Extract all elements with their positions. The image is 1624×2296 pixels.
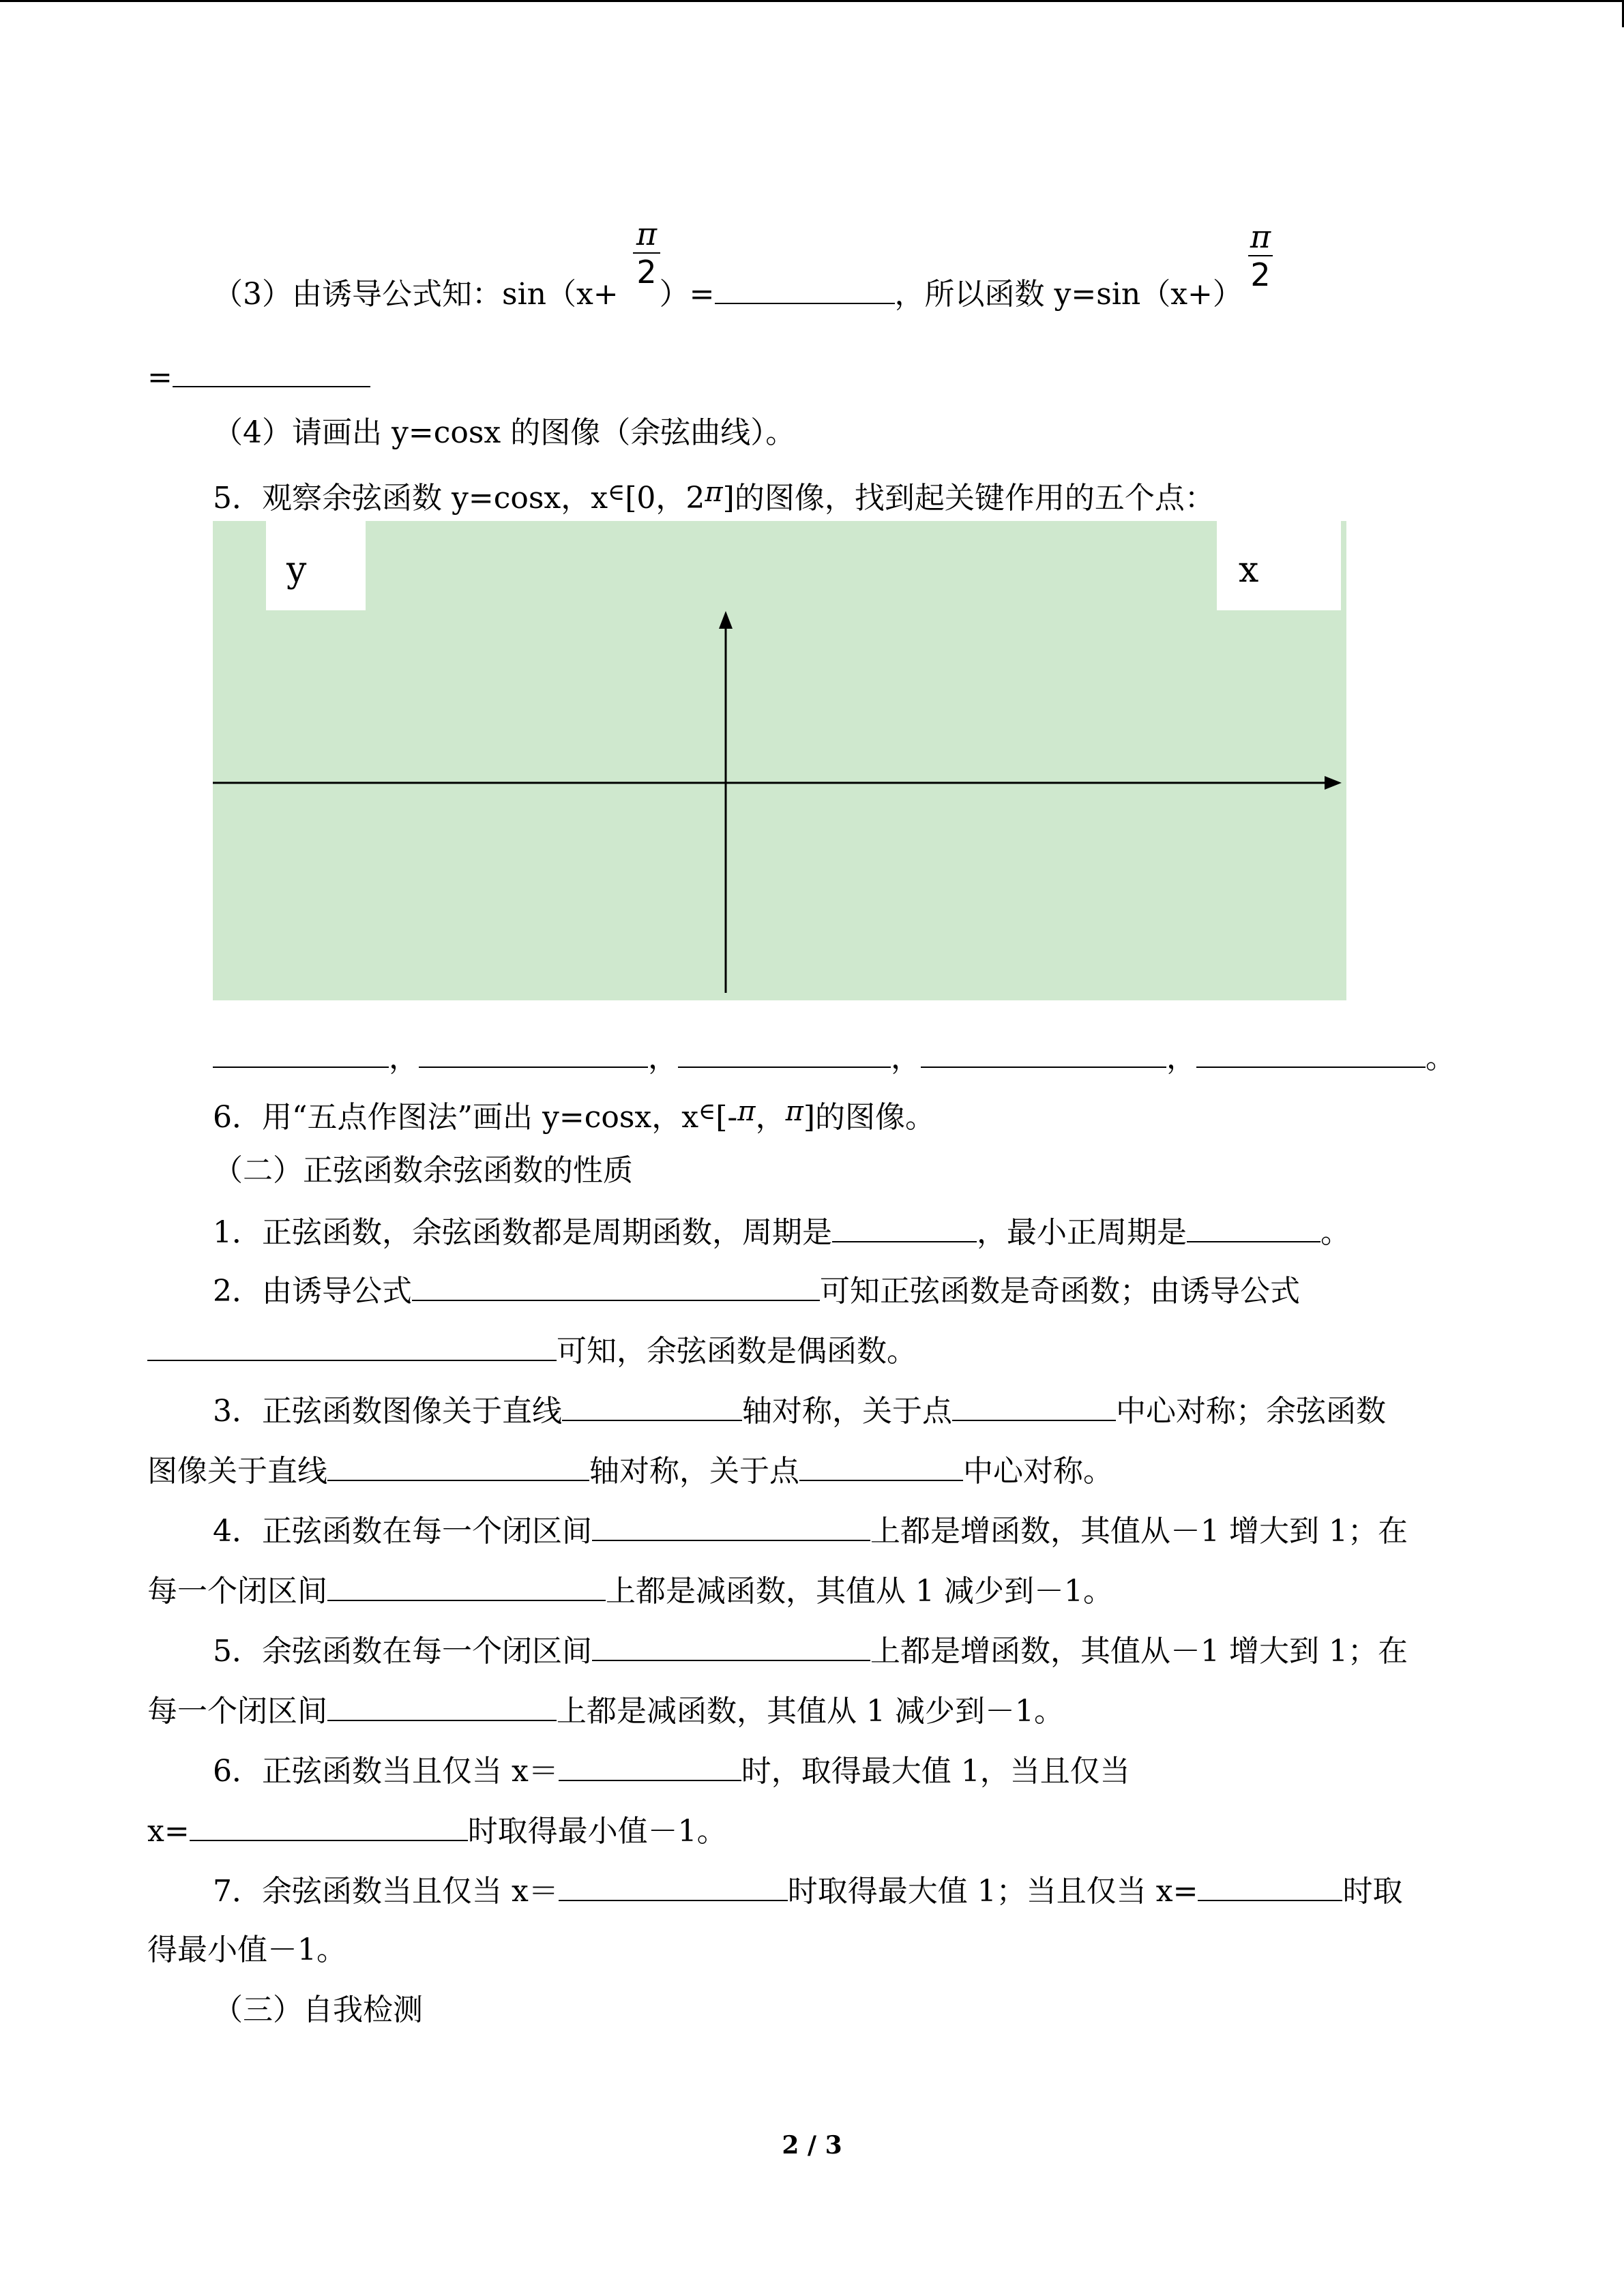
section-title: （三）自我检测 xyxy=(213,1993,423,2027)
p6-continuation xyxy=(147,1810,727,1851)
separator: ， xyxy=(648,1041,678,1075)
answer-blank[interactable] xyxy=(147,1330,557,1361)
p3-text-b: 轴对称，关于点 xyxy=(742,1394,952,1429)
x-axis-label: x xyxy=(1239,550,1259,591)
five-points-line xyxy=(213,1037,1456,1077)
section3-title xyxy=(213,1990,423,2031)
p6-text-d: 时取得最小值－1。 xyxy=(467,1814,727,1849)
answer-blank[interactable] xyxy=(213,1037,389,1068)
q3-comma: ，所以函数 y=sin（x+） xyxy=(894,277,1243,312)
answer-blank[interactable] xyxy=(799,1450,963,1481)
y-axis-label: y xyxy=(286,550,307,591)
p2-text-c: 可知，余弦函数是偶函数。 xyxy=(557,1334,917,1369)
q4-text: （4）请画出 y=cosx 的图像（余弦曲线）。 xyxy=(213,415,796,450)
coordinate-axes xyxy=(213,521,1346,1000)
p5-text-a: 5．余弦函数在每一个闭区间 xyxy=(213,1634,592,1669)
fraction-numerator: π xyxy=(1250,218,1271,255)
element-of-symbol: ∈ xyxy=(698,1098,716,1125)
answer-blank[interactable] xyxy=(562,1390,742,1421)
separator: ， xyxy=(1166,1041,1196,1075)
p5-text-b: 上都是增函数，其值从－1 增大到 1；在 xyxy=(870,1634,1408,1669)
answer-blank[interactable] xyxy=(190,1810,468,1841)
answer-blank[interactable] xyxy=(173,356,370,387)
p7-text-c: 时取 xyxy=(1342,1874,1403,1909)
pi-symbol: π xyxy=(737,1096,756,1127)
p3-line xyxy=(213,1390,1386,1431)
answer-blank[interactable] xyxy=(327,1450,589,1481)
q5-range-b: ]的图像，找到起关键作用的五个点： xyxy=(722,481,1215,516)
y-axis-arrow xyxy=(719,611,733,629)
q4-line xyxy=(213,413,795,453)
p7-text-b: 时取得最大值 1；当且仅当 x= xyxy=(787,1874,1198,1909)
fraction-pi-over-2-b xyxy=(1248,220,1273,292)
element-of-symbol: ∈ xyxy=(608,479,625,506)
p3-text-f: 中心对称。 xyxy=(963,1454,1113,1489)
x-axis-arrow xyxy=(1325,776,1342,790)
answer-blank[interactable] xyxy=(1187,1211,1320,1242)
p4-text-d: 上都是减函数，其值从 1 减少到－1。 xyxy=(606,1574,1113,1609)
answer-blank[interactable] xyxy=(592,1510,870,1541)
p6-line xyxy=(213,1750,1130,1791)
q6-b: ， xyxy=(755,1100,786,1135)
p2-text-a: 2．由诱导公式 xyxy=(213,1274,412,1309)
q3-prefix: （3）由诱导公式知：sin（x+ xyxy=(213,277,619,312)
pi-symbol: π xyxy=(705,477,723,508)
p5-continuation xyxy=(147,1690,1064,1731)
p4-text-a: 4．正弦函数在每一个闭区间 xyxy=(213,1514,592,1549)
p1-text-c: 。 xyxy=(1320,1215,1350,1250)
fraction-numerator: π xyxy=(636,215,658,252)
p6-text-c: x= xyxy=(147,1814,190,1849)
answer-blank[interactable] xyxy=(1196,1037,1426,1068)
answer-blank[interactable] xyxy=(412,1270,820,1301)
answer-blank[interactable] xyxy=(832,1211,977,1242)
p3-text-d: 图像关于直线 xyxy=(147,1454,327,1489)
section-title: （二）正弦函数余弦函数的性质 xyxy=(213,1153,633,1188)
p4-continuation xyxy=(147,1570,1113,1611)
q5-line xyxy=(213,472,1215,516)
page-number: 2 / 3 xyxy=(782,2131,842,2160)
p2-text-b: 可知正弦函数是奇函数；由诱导公式 xyxy=(820,1274,1300,1309)
answer-blank[interactable] xyxy=(559,1870,788,1901)
p1-line xyxy=(213,1211,1350,1252)
fraction-denominator: 2 xyxy=(1250,256,1271,293)
p3-text-e: 轴对称，关于点 xyxy=(589,1454,799,1489)
p4-text-c: 每一个闭区间 xyxy=(147,1574,327,1609)
fraction-denominator: 2 xyxy=(636,254,657,290)
q3-cont: = xyxy=(147,360,173,395)
q6-c: ]的图像。 xyxy=(803,1100,936,1135)
answer-blank[interactable] xyxy=(559,1750,741,1781)
p7-line xyxy=(213,1870,1402,1911)
answer-blank[interactable] xyxy=(592,1630,870,1661)
separator: ， xyxy=(389,1041,419,1075)
p5-line xyxy=(213,1630,1408,1671)
p5-text-d: 上都是减函数，其值从 1 减少到－1。 xyxy=(557,1694,1064,1729)
q5-pre: 5．观察余弦函数 y=cosx，x xyxy=(213,481,608,516)
p3-text-c: 中心对称；余弦函数 xyxy=(1116,1394,1386,1429)
answer-blank[interactable] xyxy=(715,273,895,304)
p1-text-a: 1．正弦函数，余弦函数都是周期函数，周期是 xyxy=(213,1215,832,1250)
answer-blank[interactable] xyxy=(1198,1870,1342,1901)
q3-continuation xyxy=(147,356,370,397)
q5-range-a: [0，2 xyxy=(625,481,705,516)
page-top-border xyxy=(0,0,1624,2)
p4-text-b: 上都是增函数，其值从－1 增大到 1；在 xyxy=(870,1514,1408,1549)
answer-blank[interactable] xyxy=(921,1037,1166,1068)
q6-pre: 6．用“五点作图法”画出 y=cosx，x xyxy=(213,1100,699,1135)
p7-text-a: 7．余弦函数当且仅当 x＝ xyxy=(213,1874,559,1909)
p2-line xyxy=(213,1270,1300,1311)
p7-text-d: 得最小值－1。 xyxy=(147,1933,346,1967)
answer-blank[interactable] xyxy=(678,1037,891,1068)
p2-continuation xyxy=(147,1330,917,1371)
q6-line xyxy=(213,1091,936,1135)
separator: ， xyxy=(891,1041,921,1075)
p1-text-b: ，最小正周期是 xyxy=(977,1215,1187,1250)
q3-line xyxy=(213,273,1243,314)
p4-line xyxy=(213,1510,1408,1551)
end-mark: 。 xyxy=(1426,1041,1456,1075)
section2-title xyxy=(213,1150,633,1191)
p3-text-a: 3．正弦函数图像关于直线 xyxy=(213,1394,562,1429)
p5-text-c: 每一个闭区间 xyxy=(147,1694,327,1729)
cosine-graph-area xyxy=(213,521,1346,1000)
answer-blank[interactable] xyxy=(419,1037,648,1068)
p6-text-a: 6．正弦函数当且仅当 x＝ xyxy=(213,1754,559,1789)
answer-blank[interactable] xyxy=(952,1390,1116,1421)
answer-blank[interactable] xyxy=(327,1570,606,1601)
p3-continuation xyxy=(147,1450,1113,1491)
p7-continuation xyxy=(147,1930,346,1971)
answer-blank[interactable] xyxy=(327,1690,557,1721)
p6-text-b: 时，取得最大值 1，当且仅当 xyxy=(741,1754,1130,1789)
q3-mid: ）= xyxy=(659,277,715,312)
q6-a: [- xyxy=(715,1100,738,1135)
pi-symbol: π xyxy=(785,1096,803,1127)
